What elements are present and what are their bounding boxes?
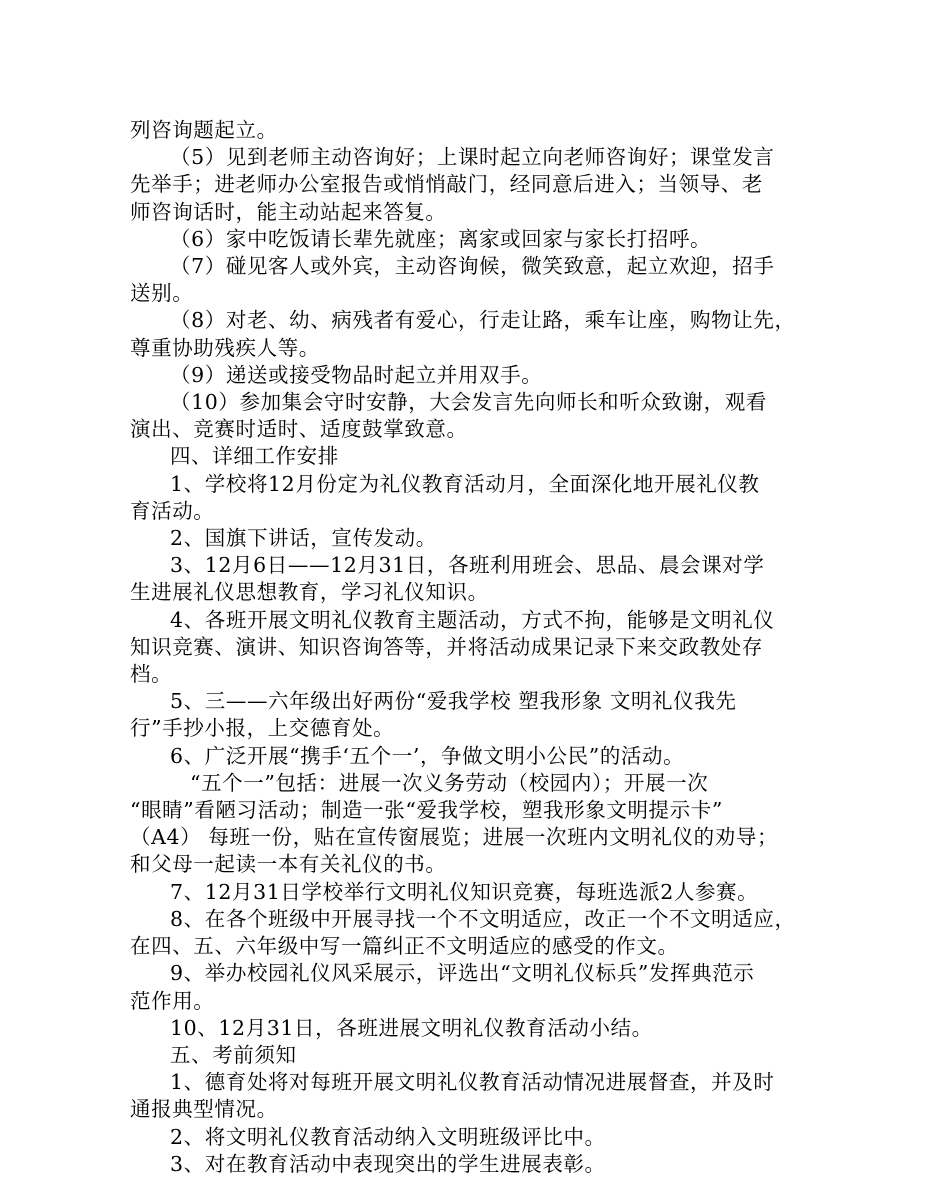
text-line: 师咨询话时，能主动站起来答复。 [130,199,447,224]
text-line: 列咨询题起立。 [130,118,278,142]
text-line: （9）递送或接受物品时起立并用双手。 [170,362,543,387]
text-line: 2、将文明礼仪教育活动纳入文明班级评比中。 [170,1124,606,1149]
text-line: 在四、五、六年级中写一篇纠正不文明适应的感受的作文。 [130,934,679,959]
text-line: 尊重协助残疾人等。 [130,335,320,360]
text-line: （6）家中吃饭请长辈先就座；离家或回家与家长打招呼。 [170,226,712,251]
text-line: 8、在各个班级中开展寻找一个不文明适应，改正一个不文明适应， [170,906,796,931]
text-line: 育活动。 [130,498,215,523]
text-line: 送别。 [130,281,194,306]
text-line: （8）对老、幼、病残者有爱心，行走让路，乘车让座，购物让先， [170,308,796,333]
text-line: 档。 [130,662,173,687]
text-line: 3、12月6日——12月31日，各班利用班会、思品、晨会课对学 [170,553,765,578]
text-line: 知识竞赛、演讲、知识咨询答等，并将活动成果记录下来交政教处存 [130,634,763,659]
text-line: 1、学校将12月份定为礼仪教育活动月，全面深化地开展礼仪教 [170,471,760,496]
text-line: （A4） 每班一份，贴在宣传窗展览；进展一次班内文明礼仪的劝导； [130,825,779,850]
text-line: （7）碰见客人或外宾，主动咨询候，微笑致意，起立欢迎，招手 [170,254,775,279]
text-line: 4、各班开展文明礼仪教育主题活动，方式不拘，能够是文明礼仪 [170,607,775,632]
text-line: 演出、竞赛时适时、适度鼓掌致意。 [130,417,468,442]
text-line: 行”手抄小报，上交德育处。 [130,716,395,741]
section-heading: 四、详细工作安排 [170,444,339,469]
text-line: 3、对在教育活动中表现突出的学生进展表彰。 [170,1151,606,1176]
text-line: 10、12月31日，各班进展文明礼仪教育活动小结。 [170,1015,653,1040]
text-line: “五个一”包括：进展一次义务劳动（校园内）；开展一次 [190,770,709,795]
text-line: 1、德育处将对每班开展文明礼仪教育活动情况进展督查，并及时 [170,1070,775,1095]
text-line: 9、举办校园礼仪风采展示，评选出“文明礼仪标兵”发挥典范示 [170,961,755,986]
text-line: 2、国旗下讲话，宣传发动。 [170,526,437,551]
text-line: 6、广泛开展“携手‘五个一’，争做文明小公民”的活动。 [170,743,685,768]
section-heading: 五、考前须知 [170,1042,297,1067]
text-line: 通报典型情况。 [130,1097,278,1122]
text-line: （10）参加集会守时安静，大会发言先向师长和听众致谢，观看 [170,390,767,415]
text-line: 和父母一起读一本有关礼仪的书。 [130,852,447,877]
text-line: （5）见到老师主动咨询好；上课时起立向老师咨询好；课堂发言 [170,145,775,170]
text-line: 7、12月31日学校举行文明礼仪知识竞赛，每班选派2人参赛。 [170,879,759,904]
text-line: 生进展礼仪思想教育，学习礼仪知识。 [130,580,489,605]
document-body [130,117,830,1178]
text-line: “眼睛”看陋习活动；制造一张“爱我学校，塑我形象文明提示卡” [130,798,723,823]
text-line: 先举手；进老师办公室报告或悄悄敲门，经同意后进入；当领导、老 [130,172,763,197]
text-line: 5、三——六年级出好两份“爱我学校 塑我形象 文明礼仪我先 [170,689,737,714]
text-line: 范作用。 [130,988,215,1013]
